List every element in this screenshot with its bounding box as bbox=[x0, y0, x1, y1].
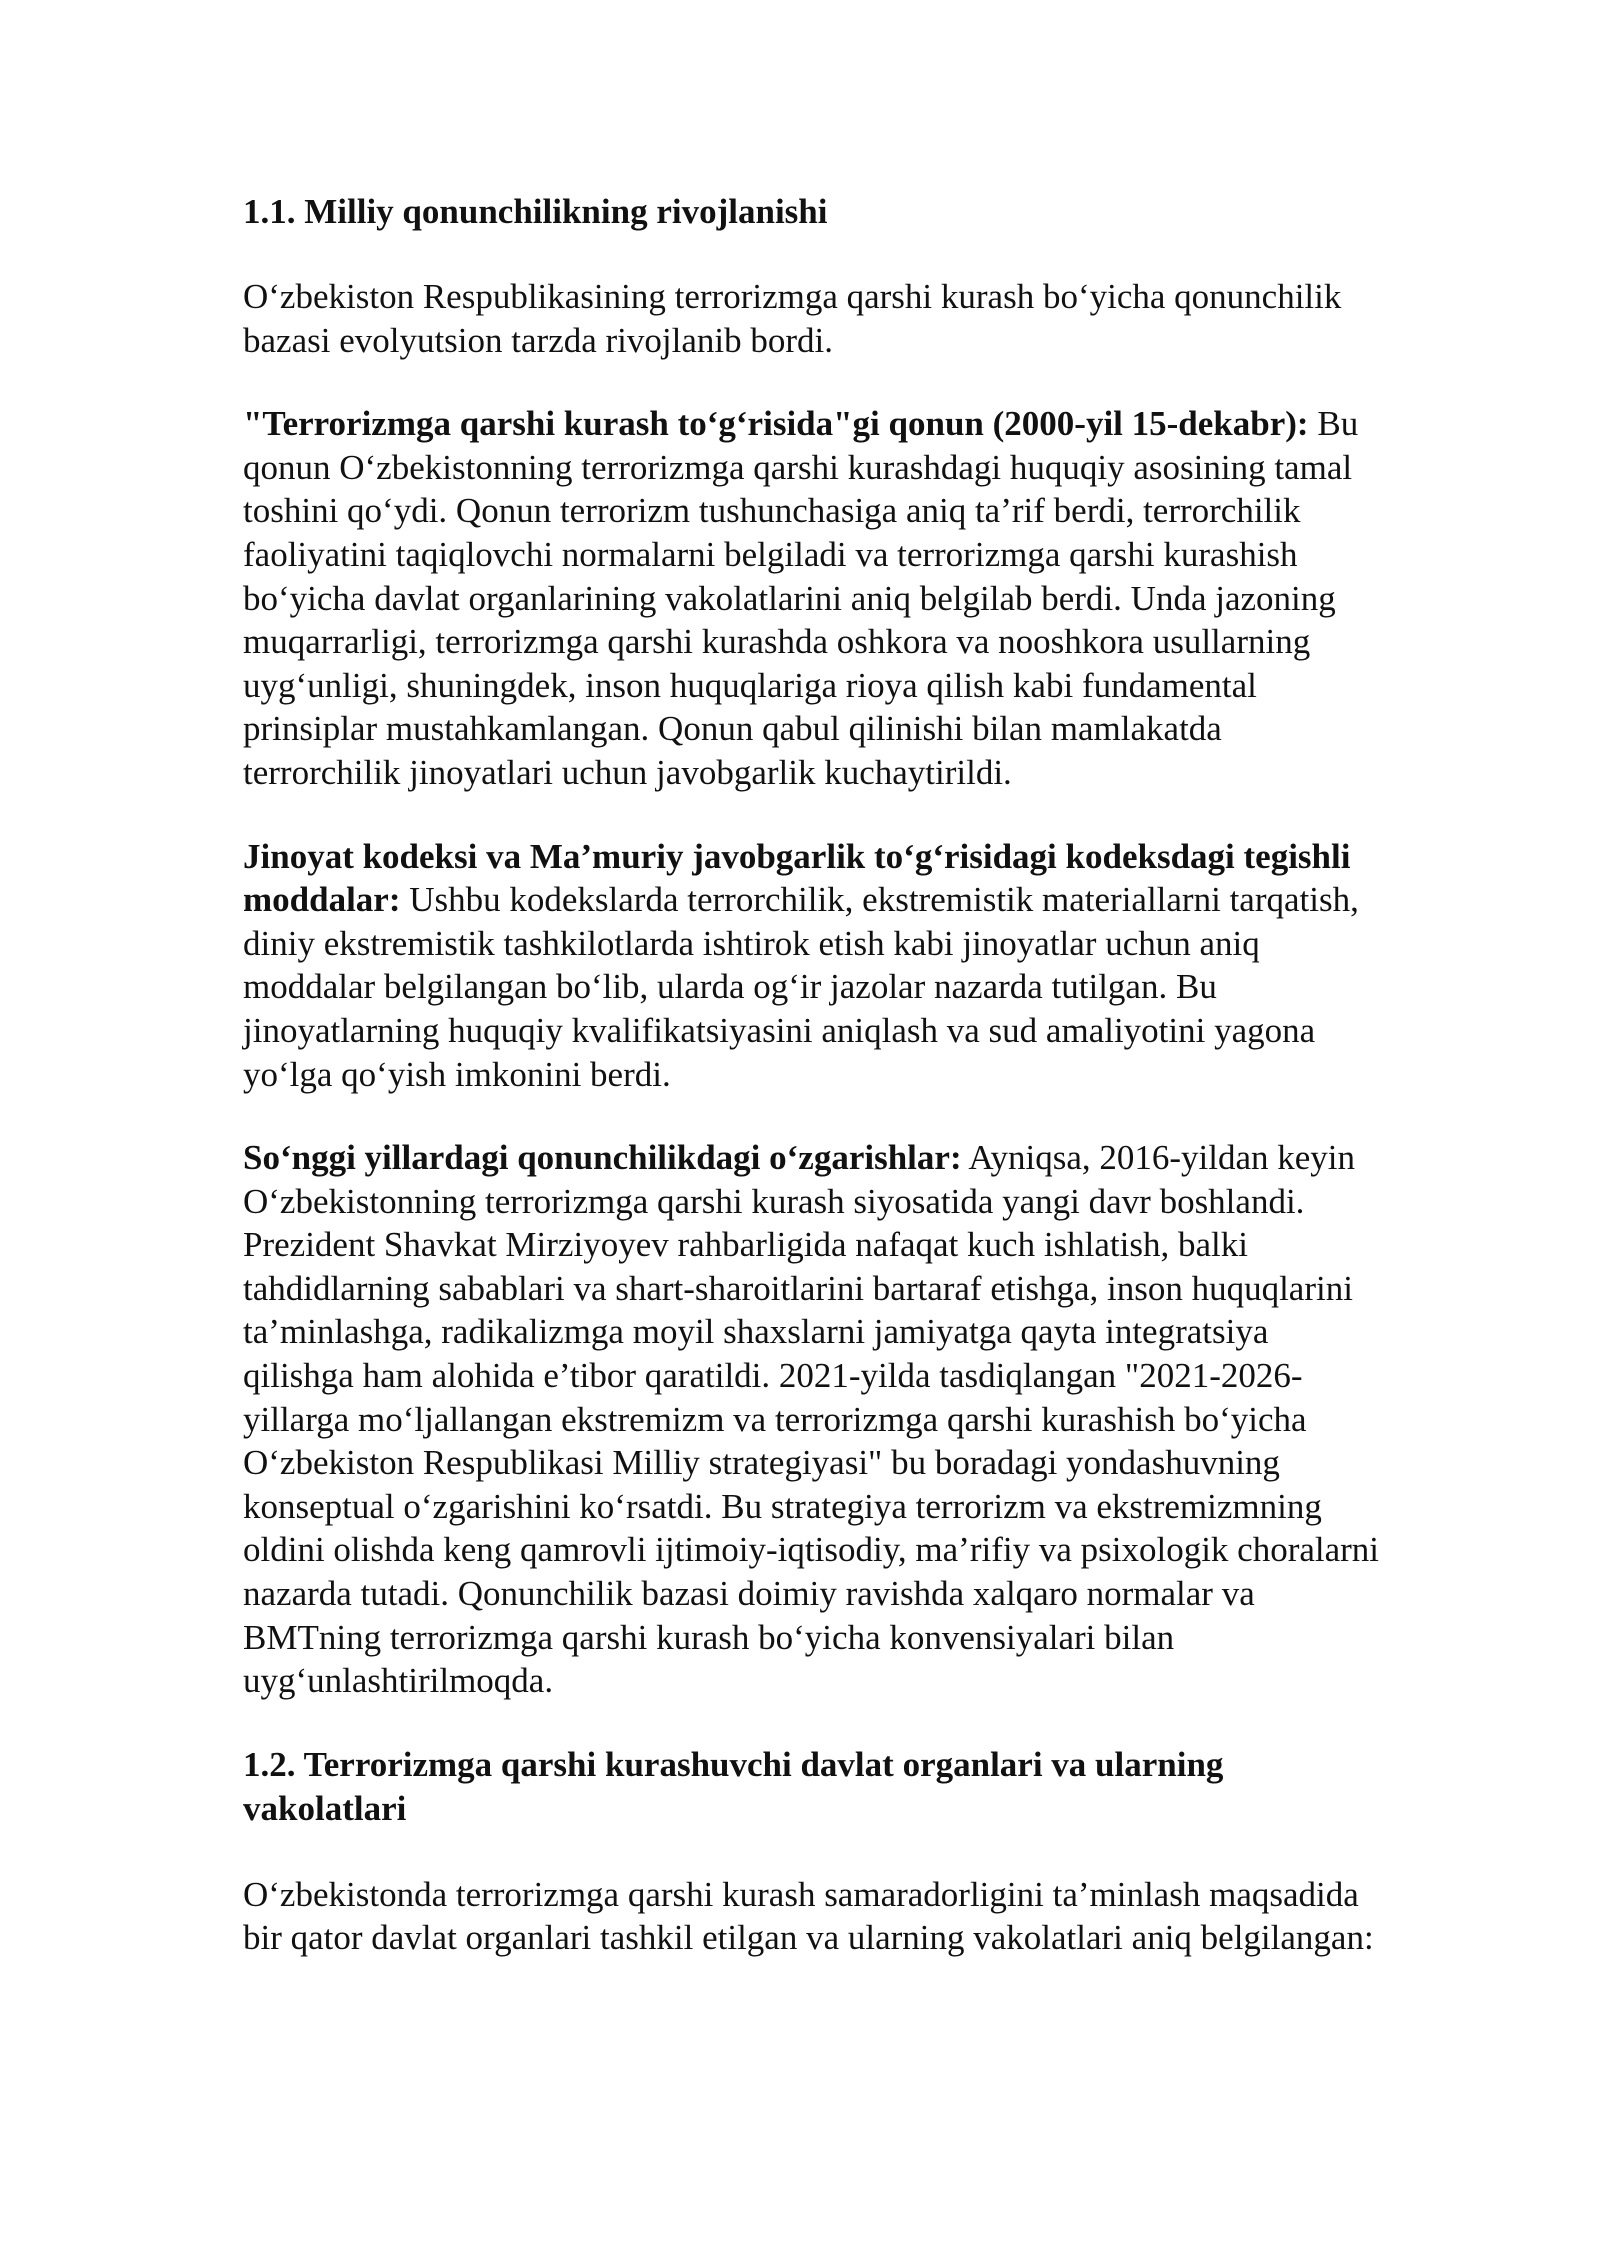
document-page bbox=[243, 190, 1383, 1960]
recent-changes-text: Ayniqsa, 2016-yildan keyin O‘zbekistonning terrorizmga qarshi kurash siyosatida yangi davr boshlandi. Prezident Shavkat Mirziyoyev rahbarligida nafaqat kuch ishlatish, balki tahdidlarning sabablari va shart-sharoitlarini bartaraf etishga, inson huquqlarini ta’minlashga, radikalizmga moyil shaxslarni jamiyatga qayta integratsiya qilishga ham alohida e’tibor qaratildi. 2021-yilda tasdiqlangan "2021-2026-yillarga mo‘ljallangan ekstremizm va terrorizmga qarshi kurashish bo‘yicha O‘zbekiston Respublikasi Milliy strategiyasi" bu boradagi yondashuvning konseptual o‘zgarishini ko‘rsatdi. Bu strategiya terrorizm va ekstremizmning oldini olishda keng qamrovli ijtimoiy-iqtisodiy, ma’rifiy va psixologik choralarni nazarda tutadi. Qonunchilik bazasi doimiy ravishda xalqaro normalar va BMTning terrorizmga qarshi kurash bo‘yicha konvensiyalari bilan uyg‘unlashtirilmoqda. bbox=[243, 1138, 1380, 1701]
law-paragraph-text: Bu qonun O‘zbekistonning terrorizmga qarshi kurashdagi huquqiy asosining tamal toshini qo‘ydi. Qonun terrorizm tushunchasiga aniq ta’rif berdi, terrorchilik faoliyatini taqiqlovchi normalarni belgiladi va terrorizmga qarshi kurashish bo‘yicha davlat organlarining vakolatlarini aniq belgilab berdi. Unda jazoning muqarrarligi, terrorizmga qarshi kurashda oshkora va nooshkora usullarning uyg‘unligi, shuningdek, inson huquqlariga rioya qilish kabi fundamental prinsiplar mustahkamlangan. Qonun qabul qilinishi bilan mamlakatda terrorchilik jinoyatlari uchun javobgarlik kuchaytirildi. bbox=[243, 404, 1359, 792]
recent-changes-lead: So‘nggi yillardagi qonunchilikdagi o‘zgarishlar: bbox=[243, 1138, 962, 1178]
codes-paragraph-text: Ushbu kodekslarda terrorchilik, ekstremistik materiallarni tarqatish, diniy ekstremistik tashkilotlarda ishtirok etish kabi jinoyatlar uchun aniq moddalar belgilangan bo‘lib, ularda og‘ir jazolar nazarda tutilgan. Bu jinoyatlarning huquqiy kvalifikatsiyasini aniqlash va sud amaliyotini yagona yo‘lga qo‘yish imkonini berdi. bbox=[243, 880, 1359, 1094]
codes-paragraph bbox=[243, 835, 1383, 1097]
recent-changes-paragraph bbox=[243, 1136, 1383, 1703]
section-1-2-intro-paragraph: O‘zbekistonda terrorizmga qarshi kurash samaradorligini ta’minlash maqsadida bir qator davlat organlari tashkil etilgan va ularning vakolatlari aniq belgilangan: bbox=[243, 1874, 1374, 1958]
codes-paragraph-lead: Jinoyat kodeksi va Ma’muriy javobgarlik to‘g‘risidagi kodeksdagi tegishli moddalar: bbox=[243, 836, 1351, 920]
section-heading-1-2: 1.2. Terrorizmga qarshi kurashuvchi davlat organlari va ularning vakolatlari bbox=[243, 1744, 1224, 1828]
section-heading-1-1: 1.1. Milliy qonunchilikning rivojlanishi bbox=[243, 192, 828, 231]
law-paragraph-lead: "Terrorizmga qarshi kurash to‘g‘risida"gi qonun (2000-yil 15-dekabr): bbox=[243, 404, 1309, 444]
law-paragraph bbox=[243, 402, 1383, 794]
intro-paragraph: O‘zbekiston Respublikasining terrorizmga qarshi kurash bo‘yicha qonunchilik bazasi evolyutsion tarzda rivojlanib bordi. bbox=[243, 277, 1342, 360]
